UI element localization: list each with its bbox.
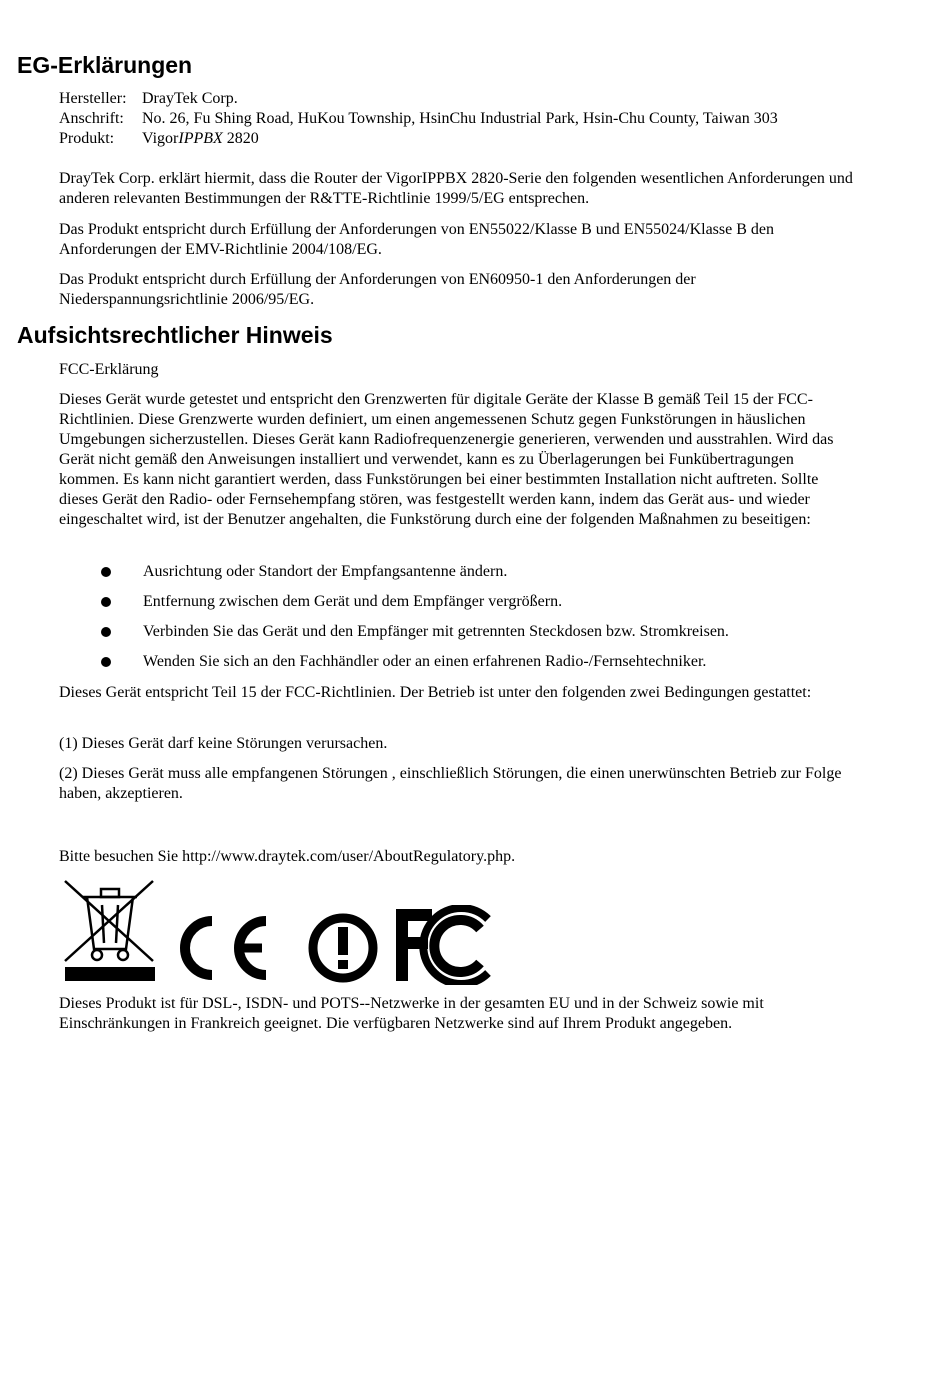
list-item-text: Ausrichtung oder Standort der Empfangsantenne ändern. <box>143 563 508 580</box>
eg-paragraph-3: Das Produkt entspricht durch Erfüllung der Anforderungen von EN60950-1 den Anforderungen der Niederspannungsrichtlinie 2006/95/EG. <box>59 271 696 308</box>
product-value-italic: IPPBX <box>178 130 223 147</box>
bullet-icon <box>101 597 111 607</box>
closing-paragraph: Dieses Produkt ist für DSL-, ISDN- und POTS--Netzwerke in der gesamten EU und in der Schweiz sowie mit Einschränkungen in Frankreich geeignet. Die verfügbaren Netzwerke sind auf Ihrem Produkt angegeben. <box>59 995 764 1032</box>
alert-class2-icon <box>305 911 383 985</box>
list-item-text: Wenden Sie sich an den Fachhändler oder an einen erfahrenen Radio-/Fernsehtechniker. <box>143 653 707 670</box>
product-value-prefix: Vigor <box>142 130 179 147</box>
condition-1: (1) Dieses Gerät darf keine Störungen verursachen. <box>59 735 388 752</box>
list-item-text: Entfernung zwischen dem Gerät und dem Empfänger vergrößern. <box>143 593 563 610</box>
eg-paragraph-1: DrayTek Corp. erklärt hiermit, dass die Router der VigorIPPBX 2820-Serie den folgenden wesentlichen Anforderungen und anderen relevanten Bestimmungen der R&TTE-Richtlinie 1999/5/EG entsprechen. <box>59 170 853 207</box>
visit-text: Bitte besuchen Sie http://www.draytek.com/user/AboutRegulatory.php. <box>59 848 516 865</box>
fcc-paragraph: Dieses Gerät wurde getestet und entspricht den Grenzwerten für digitale Geräte der Klasse B gemäß Teil 15 der FCC-Richtlinien. Diese Grenzwerte wurden definiert, um einen angemessenen Schutz gegen Funkstörungen in häuslichen Umgebungen sicherzustellen. Dieses Gerät kann Radiofrequenzenergie generieren, verwenden und ausstrahlen. Wird das Gerät nicht gemäß den Anweisungen installiert und verwendet, kann es zu Überlagerungen bei Funkübertragungen kommen. Es kann nicht garantiert werden, dass Funkstörungen bei einer bestimmten Installation nicht auftreten. Sollte dieses Gerät den Radio- oder Fernsehempfang stören, was festgestellt werden kann, indem das Gerät aus- und wieder eingeschaltet wird, ist der Benutzer angehalten, die Funkstörung durch eine der folgenden Maßnahmen zu beseitigen: <box>59 391 834 528</box>
manufacturer-info <box>59 89 778 149</box>
product-value-suffix: 2820 <box>222 130 259 147</box>
fcc-title: FCC-Erklärung <box>59 361 159 378</box>
measures-list <box>59 562 859 682</box>
fcc-logo-icon <box>392 905 502 985</box>
weee-crossed-bin-icon <box>61 877 159 983</box>
bullet-icon <box>101 627 111 637</box>
address-value: No. 26, Fu Shing Road, HuKou Township, HsinChu Industrial Park, Hsin-Chu County, Taiwan 303 <box>142 110 778 127</box>
list-item <box>59 622 859 652</box>
list-item <box>59 652 859 682</box>
list-item <box>59 592 859 622</box>
eg-paragraph-2: Das Produkt entspricht durch Erfüllung der Anforderungen von EN55022/Klasse B und EN55024/Klasse B den Anforderungen der EMV-Richtlinie 2004/108/EG. <box>59 221 774 258</box>
condition-2: (2) Dieses Gerät muss alle empfangenen Störungen , einschließlich Störungen, die einen unerwünschten Betrieb zur Folge haben, akzeptieren. <box>59 765 842 802</box>
bullet-icon <box>101 567 111 577</box>
ce-mark-icon <box>174 913 274 983</box>
manufacturer-value: DrayTek Corp. <box>142 90 238 107</box>
conditions-intro: Dieses Gerät entspricht Teil 15 der FCC-Richtlinien. Der Betrieb ist unter den folgenden zwei Bedingungen gestattet: <box>59 684 812 701</box>
product-label: Produkt: <box>59 130 115 147</box>
eg-heading: EG-Erklärungen <box>17 52 193 78</box>
regulatory-heading: Aufsichtsrechtlicher Hinweis <box>17 322 333 348</box>
address-label: Anschrift: <box>59 110 124 127</box>
manufacturer-label: Hersteller: <box>59 90 127 107</box>
list-item-text: Verbinden Sie das Gerät und den Empfänger mit getrennten Steckdosen bzw. Stromkreisen. <box>143 623 729 640</box>
list-item <box>59 562 859 592</box>
product-value <box>142 129 778 149</box>
bullet-icon <box>101 657 111 667</box>
certification-logos <box>59 875 509 985</box>
